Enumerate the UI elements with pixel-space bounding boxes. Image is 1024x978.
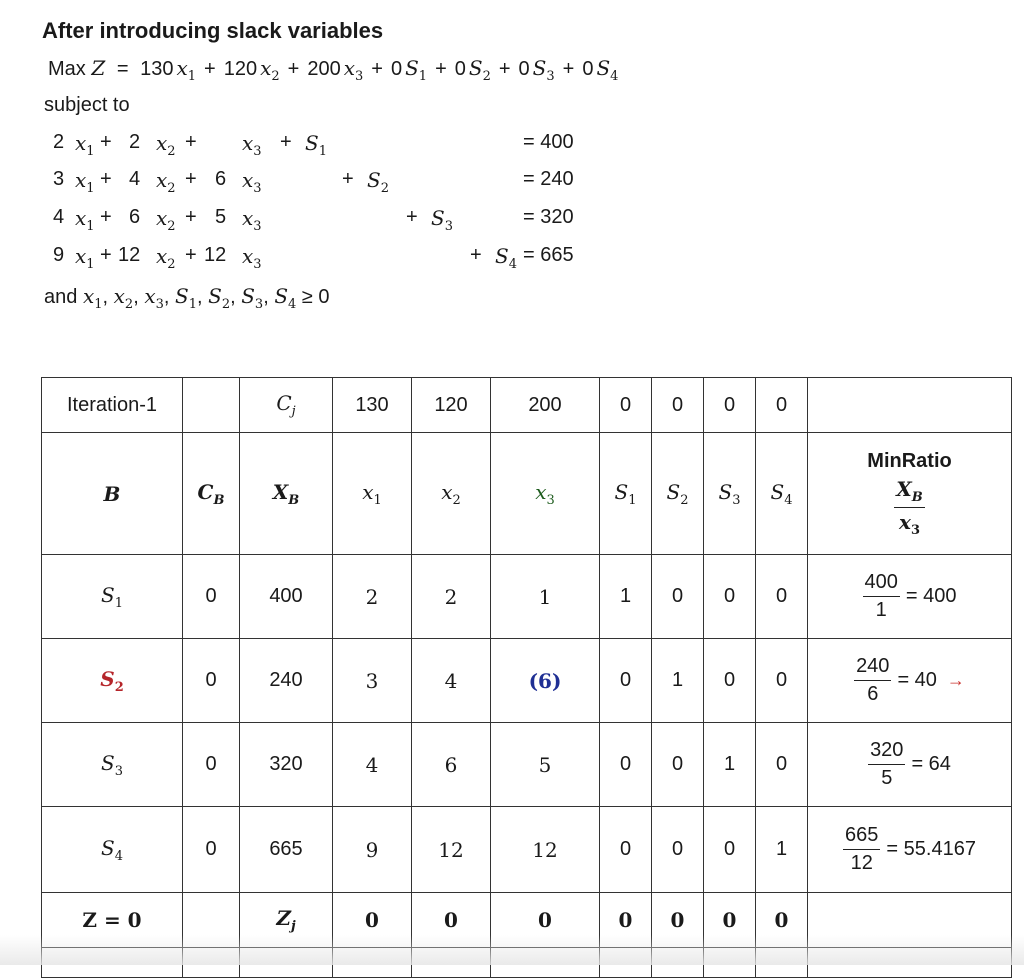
objective-variable: $x_1$	[176, 56, 197, 84]
constraint-rhs: = 320	[523, 206, 574, 228]
objective-variable: $x_3$	[343, 56, 364, 84]
plus-sign: +	[498, 58, 511, 80]
basis-variable: $S_3$	[42, 723, 183, 807]
constraint-variable: $x_1$	[75, 206, 95, 234]
cb-value: 0	[183, 723, 240, 807]
basis-variable: $S_4$	[42, 807, 183, 893]
coefficient-cell: 0	[600, 723, 652, 807]
coefficient: 12	[204, 244, 227, 266]
entering-var-header: $x_3$	[491, 433, 600, 555]
coefficient-cell: 0	[704, 555, 756, 639]
coefficient: 0	[454, 58, 466, 80]
basis-header: B	[42, 433, 183, 555]
table-row	[42, 807, 1012, 893]
objective-variable: $S_3$	[532, 56, 555, 84]
ratio-result: = 40	[897, 669, 937, 691]
coefficient: 6	[215, 168, 227, 190]
constraint-variable: $x_3$	[242, 168, 262, 196]
constraint-variable: $x_1$	[75, 168, 95, 196]
coefficient-cell: 0	[652, 723, 704, 807]
coefficient: 6	[129, 206, 141, 228]
min-ratio-cell: $\frac{665}{12}$ = 55.4167	[808, 807, 1012, 893]
coefficient-cell: 0	[756, 639, 808, 723]
coefficient-cell: 0	[704, 807, 756, 893]
xb-value: 665	[240, 807, 333, 893]
nonneg-variable: $S_4$	[274, 284, 297, 312]
zj-value: 0	[704, 893, 756, 948]
slack-variable: $S_4$	[495, 244, 517, 272]
objective-variable: $S_1$	[405, 56, 428, 84]
coefficient: 120	[223, 58, 258, 80]
coefficient: 12	[118, 244, 141, 266]
plus-sign: +	[470, 244, 482, 266]
zj-value: 0	[333, 893, 412, 948]
empty-cell	[183, 378, 240, 433]
ratio-result: = 400	[905, 585, 957, 607]
plus-sign: +	[435, 58, 447, 80]
coefficient-cell: 0	[756, 555, 808, 639]
plus-sign: +	[100, 244, 112, 266]
coefficient-cell: 4	[333, 723, 412, 807]
min-ratio-cell: $\frac{320}{5}$ = 64	[808, 723, 1012, 807]
plus-sign: +	[287, 58, 300, 80]
zj-value: 0	[412, 893, 491, 948]
constraint-rhs: = 240	[523, 168, 574, 190]
subject-to-label: subject to	[44, 94, 130, 116]
constraint-variable: $x_2$	[156, 244, 176, 272]
zj-value: 0	[756, 893, 808, 948]
coefficient: 3	[53, 168, 65, 190]
cj-row	[42, 378, 1012, 433]
zj-value: 0	[652, 893, 704, 948]
ratio-result: = 55.4167	[886, 838, 976, 860]
coefficient-cell: 1	[600, 555, 652, 639]
plus-sign: +	[100, 168, 112, 190]
var-header: $S_2$	[652, 433, 704, 555]
ratio-result: = 64	[911, 753, 951, 775]
plus-sign: +	[100, 131, 112, 153]
z-value-label: Z = 0	[42, 893, 183, 948]
constraint-variable: $x_3$	[242, 131, 262, 159]
coefficient-cell: 9	[333, 807, 412, 893]
coefficient-cell: 1	[491, 555, 600, 639]
coefficient: 200	[307, 58, 341, 80]
coefficient-cell: 0	[704, 639, 756, 723]
plus-sign: +	[185, 244, 197, 266]
zj-label: $Z_j$	[240, 893, 333, 948]
nonneg-variable: $S_1$	[175, 284, 197, 312]
var-header: $S_4$	[756, 433, 808, 555]
slack-variable: $S_1$	[305, 131, 327, 159]
iteration-label: Iteration-1	[42, 378, 183, 433]
constraint-variable: $x_2$	[156, 131, 176, 159]
coefficient-cell: 5	[491, 723, 600, 807]
coefficient: 4	[53, 206, 65, 228]
objective-variable: $S_2$	[468, 56, 491, 84]
coefficient: 0	[582, 58, 594, 80]
plus-sign: +	[280, 131, 292, 153]
coefficient-cell: 0	[600, 807, 652, 893]
var-header: $S_1$	[600, 433, 652, 555]
coefficient-cell: 2	[333, 555, 412, 639]
nonneg-variable: $x_3$	[144, 284, 164, 312]
minratio-header: MinRatio $\frac{X_B}{x_3}$	[808, 433, 1012, 555]
nonneg-variable: $S_3$	[241, 284, 264, 312]
xb-value: 240	[240, 639, 333, 723]
coefficient: 2	[53, 131, 65, 153]
objective-function: Max Z = 130 $x_1 + 120$ $x_2 + 200$ $x_3 + 0$ $S_1 + 0$ $S_2 + 0$ $S_3 + 0$ $S_4$	[48, 56, 619, 84]
table-row	[42, 639, 1012, 723]
coefficient-cell: 3	[333, 639, 412, 723]
min-ratio-cell: $\frac{240}{6}$ = 40 →	[808, 639, 1012, 723]
cb-value: 0	[183, 555, 240, 639]
coefficient-cell: 12	[491, 807, 600, 893]
coefficient-cell: 0	[652, 555, 704, 639]
basis-variable: $S_2$	[42, 639, 183, 723]
constraint-variable: $x_3$	[242, 244, 262, 272]
zj-value: 0	[491, 893, 600, 948]
cj-value: 0	[704, 378, 756, 433]
coefficient-cell: 1	[756, 807, 808, 893]
objective-variable: $x_2$	[260, 56, 280, 84]
zj-row	[42, 893, 1012, 948]
cj-value: 0	[756, 378, 808, 433]
xb-value: 320	[240, 723, 333, 807]
pivot-element: (6)	[491, 639, 600, 723]
slack-variable: $S_2$	[367, 168, 389, 196]
coefficient: 4	[129, 168, 141, 190]
nonneg-variable: $S_2$	[208, 284, 231, 312]
constraint-rhs: = 665	[523, 244, 574, 266]
plus-sign: +	[204, 58, 216, 80]
constraint-variable: $x_2$	[156, 168, 176, 196]
page-heading: After introducing slack variables	[42, 18, 384, 43]
var-header: $S_3$	[704, 433, 756, 555]
coefficient: 2	[129, 131, 141, 153]
coefficient-cell: 1	[652, 639, 704, 723]
coefficient: 5	[215, 206, 227, 228]
cb-value: 0	[183, 639, 240, 723]
empty-cell	[808, 378, 1012, 433]
cj-value: 0	[600, 378, 652, 433]
cj-value: 130	[333, 378, 412, 433]
coefficient-cell: 0	[652, 807, 704, 893]
min-ratio-cell: $\frac{400}{1}$ = 400	[808, 555, 1012, 639]
pivot-row-arrow-icon: →	[946, 670, 965, 690]
objective-variable: $S_4$	[596, 56, 619, 84]
basis-variable: $S_1$	[42, 555, 183, 639]
table-row	[42, 723, 1012, 807]
coefficient-cell: 1	[704, 723, 756, 807]
plus-sign: +	[562, 58, 575, 80]
coefficient: 0	[518, 58, 530, 80]
constraint-variable: $x_1$	[75, 244, 95, 272]
constraint-variable: $x_2$	[156, 206, 176, 234]
coefficient-cell: 0	[600, 639, 652, 723]
coefficient-cell: 2	[412, 555, 491, 639]
cj-value: 120	[412, 378, 491, 433]
coefficient-cell: 12	[412, 807, 491, 893]
constraint-variable: $x_1$	[75, 131, 95, 159]
var-header: $x_1$	[333, 433, 412, 555]
simplex-table	[41, 377, 1012, 978]
plus-sign: +	[371, 58, 383, 80]
xb-header: $X_B$	[240, 433, 333, 555]
constraint-variable: $x_3$	[242, 206, 262, 234]
var-header: $x_2$	[412, 433, 491, 555]
slack-variable: $S_3$	[431, 206, 453, 234]
plus-sign: +	[406, 206, 418, 228]
cj-label: $C_j$	[240, 378, 333, 433]
header-row	[42, 433, 1012, 555]
coefficient: 130	[140, 58, 174, 80]
coefficient: 9	[53, 244, 65, 266]
coefficient-cell: 4	[412, 639, 491, 723]
cut-off-row	[42, 948, 1012, 978]
plus-sign: +	[342, 168, 354, 190]
xb-value: 400	[240, 555, 333, 639]
table-row	[42, 555, 1012, 639]
plus-sign: +	[100, 206, 112, 228]
coefficient-cell: 6	[412, 723, 491, 807]
nonneg-variable: $x_2$	[113, 284, 134, 312]
cb-value: 0	[183, 807, 240, 893]
nonnegativity-line: and $x_1$, $x_2$, $x_3$, $S_1$, $S_2$, $S_3$, $S_4 \ge 0$	[44, 284, 330, 312]
empty-cell	[808, 893, 1012, 948]
constraint-rhs: = 400	[523, 131, 574, 153]
plus-sign: +	[185, 131, 197, 153]
cj-value: 200	[491, 378, 600, 433]
plus-sign: +	[185, 168, 197, 190]
empty-cell	[183, 893, 240, 948]
coefficient: 0	[390, 58, 403, 80]
zj-value: 0	[600, 893, 652, 948]
cb-header: $C_B$	[183, 433, 240, 555]
plus-sign: +	[185, 206, 197, 228]
coefficient-cell: 0	[756, 723, 808, 807]
cj-value: 0	[652, 378, 704, 433]
nonneg-variable: $x_1$	[82, 284, 103, 312]
